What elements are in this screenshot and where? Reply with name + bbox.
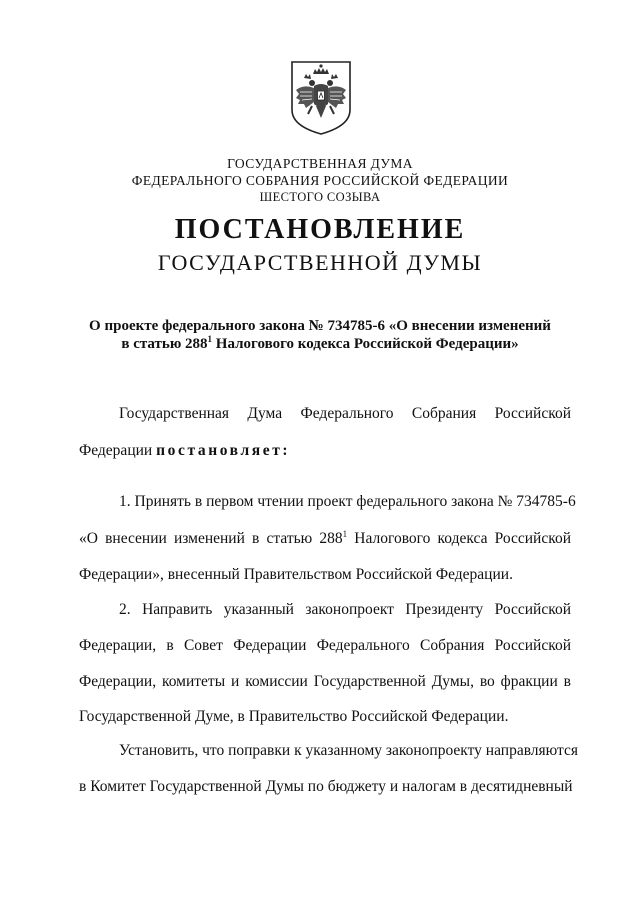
item2-line-2: Федерации, в Совет Федерации Федерального Собрания Российской bbox=[79, 637, 571, 654]
coat-of-arms-emblem bbox=[290, 60, 352, 136]
intro-prefix: Федерации bbox=[79, 442, 157, 459]
item1-line-1: 1. Принять в первом чтении проект федерального закона № 734785-6 bbox=[119, 493, 576, 510]
item1-line-3: Федерации», внесенный Правительством Российской Федерации. bbox=[79, 566, 513, 583]
parliament-name-line-2: ФЕДЕРАЛЬНОГО СОБРАНИЯ РОССИЙСКОЙ ФЕДЕРАЦИИ bbox=[131, 173, 509, 188]
para3-line-2: в Комитет Государственной Думы по бюджету и налогам в десятидневный bbox=[79, 778, 573, 795]
intro-line-1: Государственная Дума Федерального Собрания Российской bbox=[119, 405, 571, 422]
para3-line-1: Установить, что поправки к указанному законопроекту направляются bbox=[119, 742, 579, 759]
document-title-line-2 bbox=[60, 335, 580, 353]
document-type: ПОСТАНОВЛЕНИЕ bbox=[174, 214, 466, 245]
item2-line-3: Федерации, комитеты и комиссии Государственной Думы, во фракции в bbox=[79, 673, 571, 690]
item2-line-1: 2. Направить указанный законопроект Президенту Российской bbox=[119, 601, 571, 618]
item1-line-2 bbox=[79, 529, 571, 549]
title-superscript: 1 bbox=[207, 334, 213, 344]
parliament-name bbox=[0, 155, 640, 206]
item1-text-part: Налогового кодекса Российской bbox=[347, 530, 571, 547]
convocation: ШЕСТОГО СОЗЫВА bbox=[259, 190, 381, 204]
intro-line-2 bbox=[79, 441, 571, 461]
item1-superscript: 1 bbox=[342, 528, 348, 539]
document-title-line-1: О проекте федерального закона № 734785-6 «О внесении изменений bbox=[89, 318, 551, 334]
item1-text-part: «О внесении изменений в статью 288 bbox=[79, 530, 343, 547]
title-text-part: Налогового кодекса Российской Федерации» bbox=[212, 336, 519, 352]
title-text-part: в статью 288 bbox=[121, 336, 208, 352]
parliament-name-line-1: ГОСУДАРСТВЕННАЯ ДУМА bbox=[227, 156, 413, 171]
document-issuer: ГОСУДАРСТВЕННОЙ ДУМЫ bbox=[157, 250, 483, 275]
item2-line-4: Государственной Думе, в Правительство Российской Федерации. bbox=[79, 708, 509, 725]
resolves-verb: постановляет: bbox=[156, 442, 291, 459]
document-title bbox=[60, 317, 580, 353]
